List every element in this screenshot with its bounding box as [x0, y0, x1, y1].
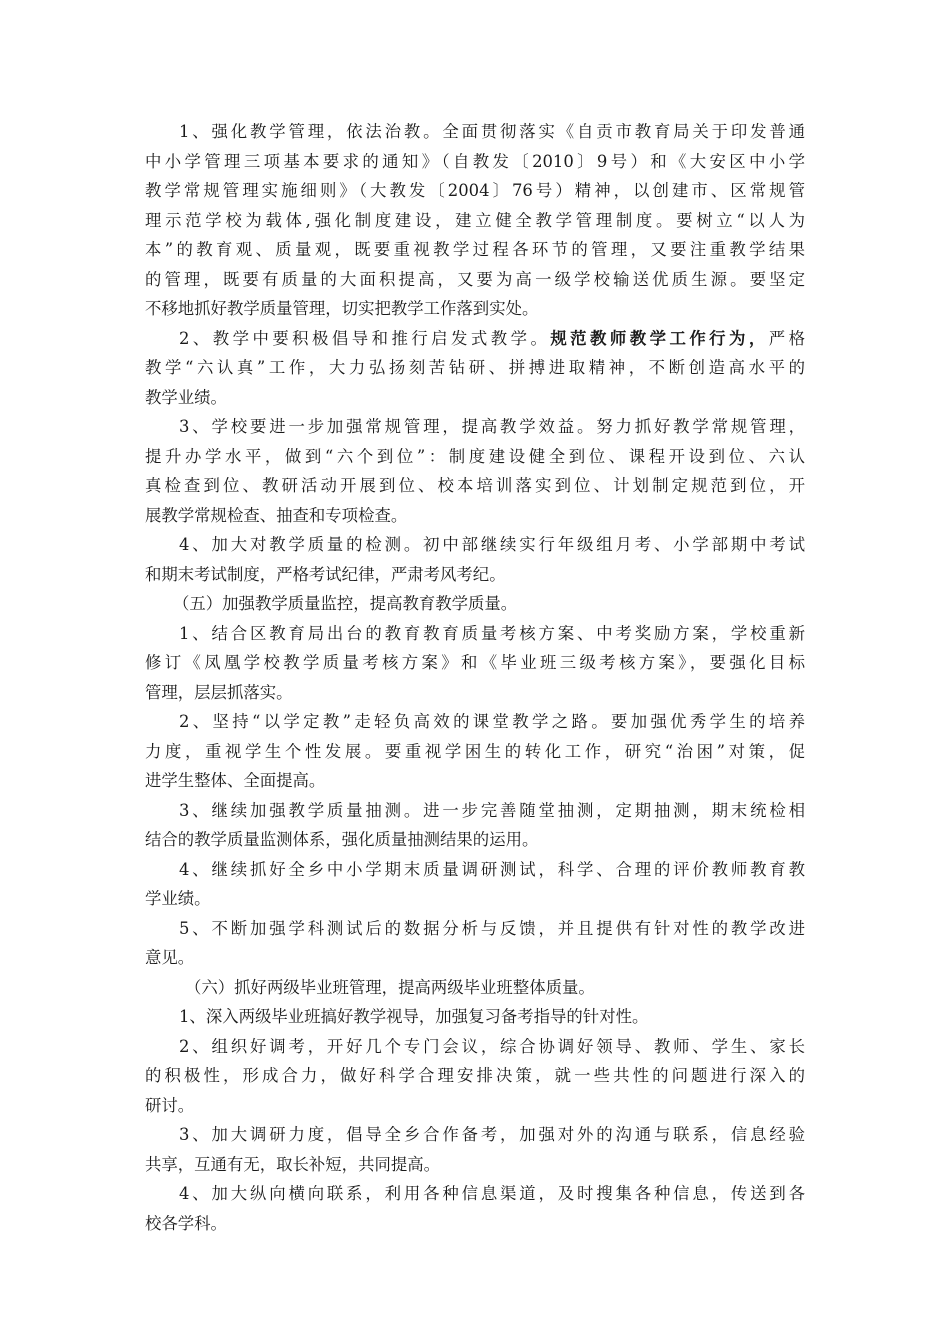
text-line: 学业绩。: [145, 889, 211, 908]
paragraph: [145, 412, 805, 530]
text-line: 结合的教学质量监测体系，强化质量抽测结果的运用。: [145, 830, 539, 849]
text-line: 力度，重视学生个性发展。要重视学困生的转化工作，研究“治困”对策，促: [145, 741, 805, 761]
text-line: 3、继续加强教学质量抽测。进一步完善随堂抽测，定期抽测，期末统检相: [179, 800, 805, 820]
paragraph: [145, 855, 805, 914]
text-line: 1、结合区教育局出台的教育教育质量考核方案、中考奖励方案，学校重新: [179, 623, 805, 643]
paragraph: [145, 914, 805, 973]
text-line: 理示范学校为载体,强化制度建设，建立健全教学管理制度。要树立“以人为: [145, 210, 805, 230]
text-segment: 2、教学中要积极倡导和推行启发式教学。: [179, 328, 551, 348]
paragraph: [145, 530, 805, 589]
text-line: 3、学校要进一步加强常规管理，提高教学效益。努力抓好教学常规管理，: [179, 417, 805, 436]
text-line: 意见。: [145, 948, 195, 967]
text-line: 教学常规管理实施细则》（大教发〔2004〕76号）精神，以创建市、区常规管: [145, 181, 805, 200]
text-line: 4、继续抓好全乡中小学期末质量调研测试，科学、合理的评价教师教育教: [179, 859, 805, 879]
text-line: 的积极性，形成合力，做好科学合理安排决策，就一些共性的问题进行深入的: [145, 1066, 805, 1085]
paragraph: [145, 324, 805, 413]
text-line: 3、加大调研力度，倡导全乡合作备考，加强对外的沟通与联系，信息经验: [179, 1125, 805, 1144]
text-line: [145, 324, 805, 354]
text-line: 不移地抓好教学质量管理，切实把教学工作落到实处。: [145, 299, 539, 318]
text-line: 5、不断加强学科测试后的数据分析与反馈，并且提供有针对性的教学改进: [179, 918, 805, 938]
text-line: 真检查到位、教研活动开展到位、校本培训落实到位、计划制定规范到位，开: [145, 476, 805, 495]
text-line: 中小学管理三项基本要求的通知》（自教发〔2010〕9号）和《大安区中小学: [145, 151, 805, 171]
section-heading: [145, 589, 805, 619]
paragraph: [145, 619, 805, 708]
paragraph: [145, 117, 805, 324]
section-heading-text: （五）加强教学质量监控，提高教育教学质量。: [173, 594, 518, 613]
text-segment: 严格: [768, 328, 806, 348]
text-line: 管理，层层抓落实。: [145, 682, 293, 702]
text-line: 4、加大纵向横向联系，利用各种信息渠道，及时搜集各种信息，传送到各: [179, 1184, 805, 1203]
text-line: 2、坚持“以学定教”走轻负高效的课堂教学之路。要加强优秀学生的培养: [179, 712, 805, 731]
text-line: 教学“六认真”工作，大力弘扬刻苦钻研、拼搏进取精神，不断创造高水平的: [145, 358, 805, 377]
paragraph: [145, 1032, 805, 1121]
text-line: 进学生整体、全面提高。: [145, 771, 326, 790]
text-line: 1、强化教学管理，依法治教。全面贯彻落实《自贡市教育局关于印发普通: [179, 122, 805, 141]
text-line: 本”的教育观、质量观，既要重视教学过程各环节的管理，又要注重教学结果: [145, 240, 805, 259]
paragraph: [145, 707, 805, 796]
text-line: 4、加大对教学质量的检测。初中部继续实行年级组月考、小学部期中考试: [179, 535, 805, 554]
text-line: 的管理，既要有质量的大面积提高，又要为高一级学校输送优质生源。要坚定: [145, 269, 805, 289]
text-line: 和期末考试制度，严格考试纪律，严肃考风考纪。: [145, 564, 506, 584]
section-heading-text: （六）抓好两级毕业班管理，提高两级毕业班整体质量。: [185, 977, 595, 997]
text-line: 2、组织好调考，开好几个专门会议，综合协调好领导、教师、学生、家长: [179, 1036, 805, 1056]
text-line: 1、深入两级毕业班搞好教学视导，加强复习备考指导的针对性。: [179, 1007, 649, 1026]
bold-text-segment: 规范教师教学工作行为，: [550, 328, 769, 348]
text-line: 修订《凤凰学校教学质量考核方案》和《毕业班三级考核方案》，要强化目标: [145, 653, 805, 672]
paragraph: [145, 796, 805, 855]
text-line: 共享，互通有无，取长补短，共同提高。: [145, 1154, 441, 1174]
text-line: 校各学科。: [145, 1213, 227, 1233]
paragraph: [145, 1002, 805, 1032]
section-heading: [145, 973, 805, 1003]
text-line: 展教学常规检查、抽查和专项检查。: [145, 505, 408, 525]
text-line: 教学业绩。: [145, 387, 227, 407]
paragraph: [145, 1179, 805, 1238]
paragraph: [145, 1120, 805, 1179]
text-line: 提升办学水平，做到“六个到位”：制度建设健全到位、课程开设到位、六认: [145, 446, 805, 466]
document-page: [145, 117, 805, 1238]
text-line: 研讨。: [145, 1095, 195, 1115]
